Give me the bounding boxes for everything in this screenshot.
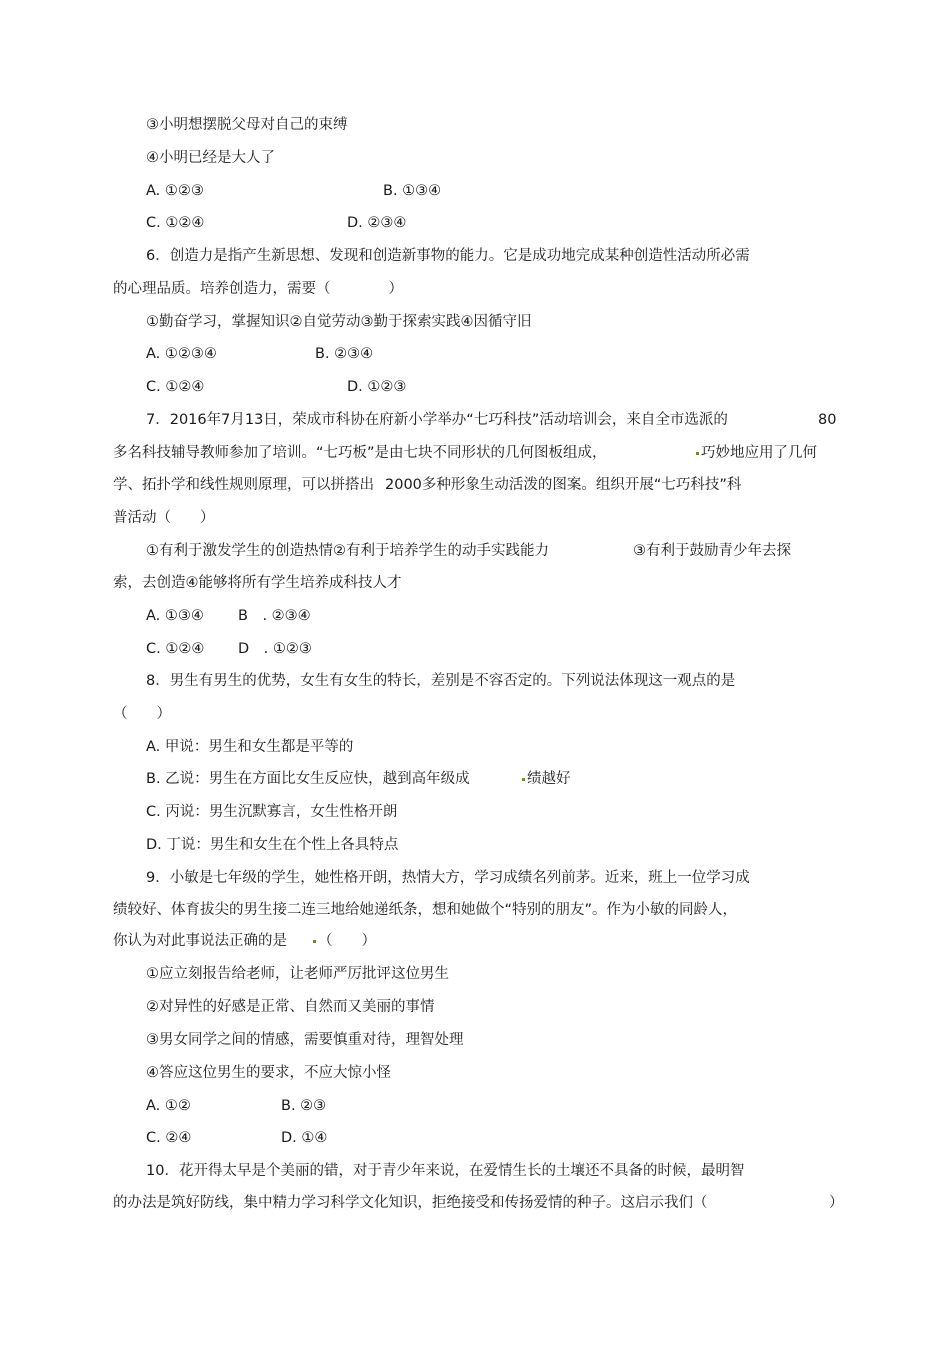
q7-stem-line-3: 学、拓扑学和线性规则原理，可以拼搭出	[113, 477, 374, 493]
q6-option-c: C. ①②④	[146, 379, 205, 395]
q9-item-3: ③男女同学之间的情感，需要慎重对待，理智处理	[146, 1032, 464, 1048]
q7-option-b: B . ②③④	[238, 608, 311, 624]
q7-items-line-2: 索，去创造④能够将所有学生培养成科技人才	[113, 575, 402, 591]
q7-items-line-1: ①有利于激发学生的创造热情②有利于培养学生的动手实践能力	[146, 543, 549, 559]
q7-stem-line-2-end-text: 巧妙地应用了几何	[701, 445, 817, 461]
q9-item-4: ④答应这位男生的要求，不应大惊小怪	[146, 1065, 391, 1081]
q6-option-b: B. ②③④	[315, 346, 374, 362]
q7-stem-line-1: 7．2016年7月13日，荣成市科协在府新小学举办“七巧科技”活动培训会，来自全市选派的	[146, 412, 728, 428]
q8-option-a: A. 甲说：男生和女生都是平等的	[146, 739, 354, 755]
q10-stem-line-2: 的办法是筑好防线，集中精力学习科学文化知识，拒绝接受和传扬爱情的种子。这启示我们（	[113, 1195, 708, 1211]
q8-option-d: D. 丁说：男生和女生在个性上各具特点	[146, 837, 399, 853]
scan-speck-icon	[522, 778, 525, 781]
q6-stem-line-1: 6．创造力是指产生新思想、发现和创造新事物的能力。它是成功地完成某种创造性活动所必需	[146, 248, 750, 264]
q7-stem-line-2-end	[694, 443, 817, 463]
q5-option-a: A. ①②③	[146, 183, 204, 199]
q9-item-2: ②对异性的好感是正常、自然而又美丽的事情	[146, 999, 435, 1015]
q7-stem-line-2: 多名科技辅导教师参加了培训。“七巧板”是由七块不同形状的几何图板组成，	[113, 445, 607, 461]
q5-option-c: C. ①②④	[146, 215, 205, 231]
q8-option-b-end-text: 绩越好	[527, 771, 571, 787]
q6-stem-line-2: 的心理品质。培养创造力，需要（ ）	[113, 281, 403, 297]
q9-option-b: B. ②③	[281, 1098, 327, 1114]
q7-items-line-1-end: ③有利于鼓励青少年去探	[633, 543, 791, 559]
q8-option-b-end	[520, 769, 571, 789]
q9-stem-line-3: 你认为对此事说法正确的是	[113, 933, 287, 949]
q8-stem-line-2: （ ）	[113, 706, 171, 722]
q7-stem-line-4: 普活动（ ）	[113, 510, 215, 526]
q9-item-1: ①应立刻报告给老师，让老师严厉批评这位男生	[146, 966, 449, 982]
q7-option-a: A. ①③④	[146, 608, 204, 624]
q5-item-3: ③小明想摆脱父母对自己的束缚	[146, 117, 348, 133]
q9-option-a: A. ①②	[146, 1098, 191, 1114]
q9-option-d: D. ①④	[281, 1130, 328, 1146]
q6-option-a: A. ①②③④	[146, 346, 217, 362]
q8-option-c: C. 丙说：男生沉默寡言，女生性格开朗	[146, 804, 398, 820]
q7-stem-line-1-number: 80	[818, 412, 837, 428]
q5-item-4: ④小明已经是大人了	[146, 150, 275, 166]
q5-option-b: B. ①③④	[383, 183, 442, 199]
q6-items: ①勤奋学习，掌握知识②自觉劳动③勤于探索实践④因循守旧	[146, 314, 532, 330]
scan-speck-icon	[313, 940, 316, 943]
q9-stem-line-1: 9．小敏是七年级的学生，她性格开朗，热情大方，学习成绩名列前茅。近来，班上一位学习成	[146, 870, 750, 886]
q10-stem-line-1: 10．花开得太早是个美丽的错，对于青少年来说，在爱情生长的土壤还不具备的时候，最明智	[146, 1163, 745, 1179]
scan-speck-icon	[696, 452, 699, 455]
q10-stem-line-2-end: ）	[829, 1195, 844, 1211]
q8-stem-line-1: 8．男生有男生的优势，女生有女生的特长，差别是不容否定的。下列说法体现这一观点的是	[146, 673, 736, 689]
q9-stem-line-2: 绩较好、体育拔尖的男生接二连三地给她递纸条，想和她做个“特别的朋友”。作为小敏的同龄人，	[113, 902, 738, 918]
q9-stem-line-3-end	[311, 931, 376, 951]
q5-option-d: D. ②③④	[347, 215, 407, 231]
q6-option-d: D. ①②③	[347, 379, 407, 395]
q9-stem-line-3-end-text: （ ）	[318, 933, 376, 949]
q8-option-b: B. 乙说：男生在方面比女生反应快，越到高年级成	[146, 771, 470, 787]
q7-stem-line-3-end: 2000多种形象生动活泼的图案。组织开展“七巧科技”科	[385, 477, 742, 493]
q7-option-d: D . ①②③	[238, 641, 312, 657]
q7-option-c: C. ①②④	[146, 641, 205, 657]
q9-option-c: C. ②④	[146, 1130, 192, 1146]
